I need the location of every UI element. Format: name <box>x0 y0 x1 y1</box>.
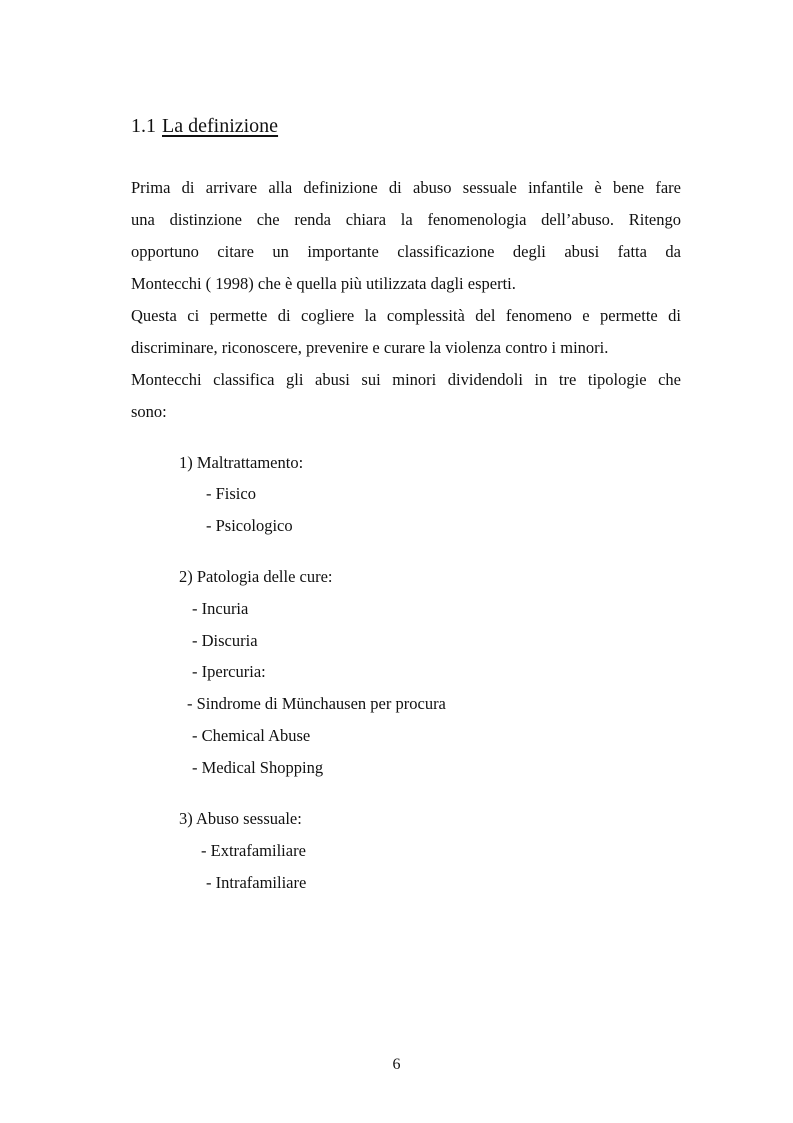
list-item: - Incuria <box>192 599 249 618</box>
list-item: - Discuria <box>192 631 258 650</box>
section-heading <box>131 112 278 140</box>
paragraph-line: una distinzione che renda chiara la fenomenologia dell’abuso. Ritengo <box>131 210 681 229</box>
paragraph-line: Questa ci permette di cogliere la complessità del fenomeno e permette di <box>131 306 681 325</box>
list-item: - Sindrome di Münchausen per procura <box>187 694 446 713</box>
category-abuso-sessuale: 3) Abuso sessuale: <box>179 809 302 828</box>
paragraph-line: sono: <box>131 402 167 421</box>
list-item: - Ipercuria: <box>192 662 266 681</box>
list-item: - Intrafamiliare <box>206 873 307 892</box>
paragraph-complexity <box>131 300 681 364</box>
page-number: 6 <box>392 1056 401 1073</box>
category-maltrattamento: 1) Maltrattamento: <box>179 453 304 472</box>
category-patologia-cure: 2) Patologia delle cure: <box>179 567 333 586</box>
paragraph-classification <box>131 364 681 428</box>
paragraph-line: Montecchi classifica gli abusi sui minori dividendoli in tre tipologie che <box>131 370 681 389</box>
section-number: 1.1 <box>131 115 156 137</box>
list-item: - Fisico <box>206 484 256 503</box>
section-title: La definizione <box>162 115 279 137</box>
paragraph-line: discriminare, riconoscere, prevenire e curare la violenza contro i minori. <box>131 338 609 357</box>
list-item: - Psicologico <box>206 516 293 535</box>
list-item: - Chemical Abuse <box>192 726 311 745</box>
paragraph-line: Prima di arrivare alla definizione di abuso sessuale infantile è bene fare <box>131 178 681 197</box>
list-item: - Extrafamiliare <box>201 841 306 860</box>
paragraph-intro <box>131 172 681 300</box>
paragraph-line: opportuno citare un importante classificazione degli abusi fatta da <box>131 242 681 261</box>
list-item: - Medical Shopping <box>192 758 324 777</box>
paragraph-line: Montecchi ( 1998) che è quella più utilizzata dagli esperti. <box>131 274 516 293</box>
